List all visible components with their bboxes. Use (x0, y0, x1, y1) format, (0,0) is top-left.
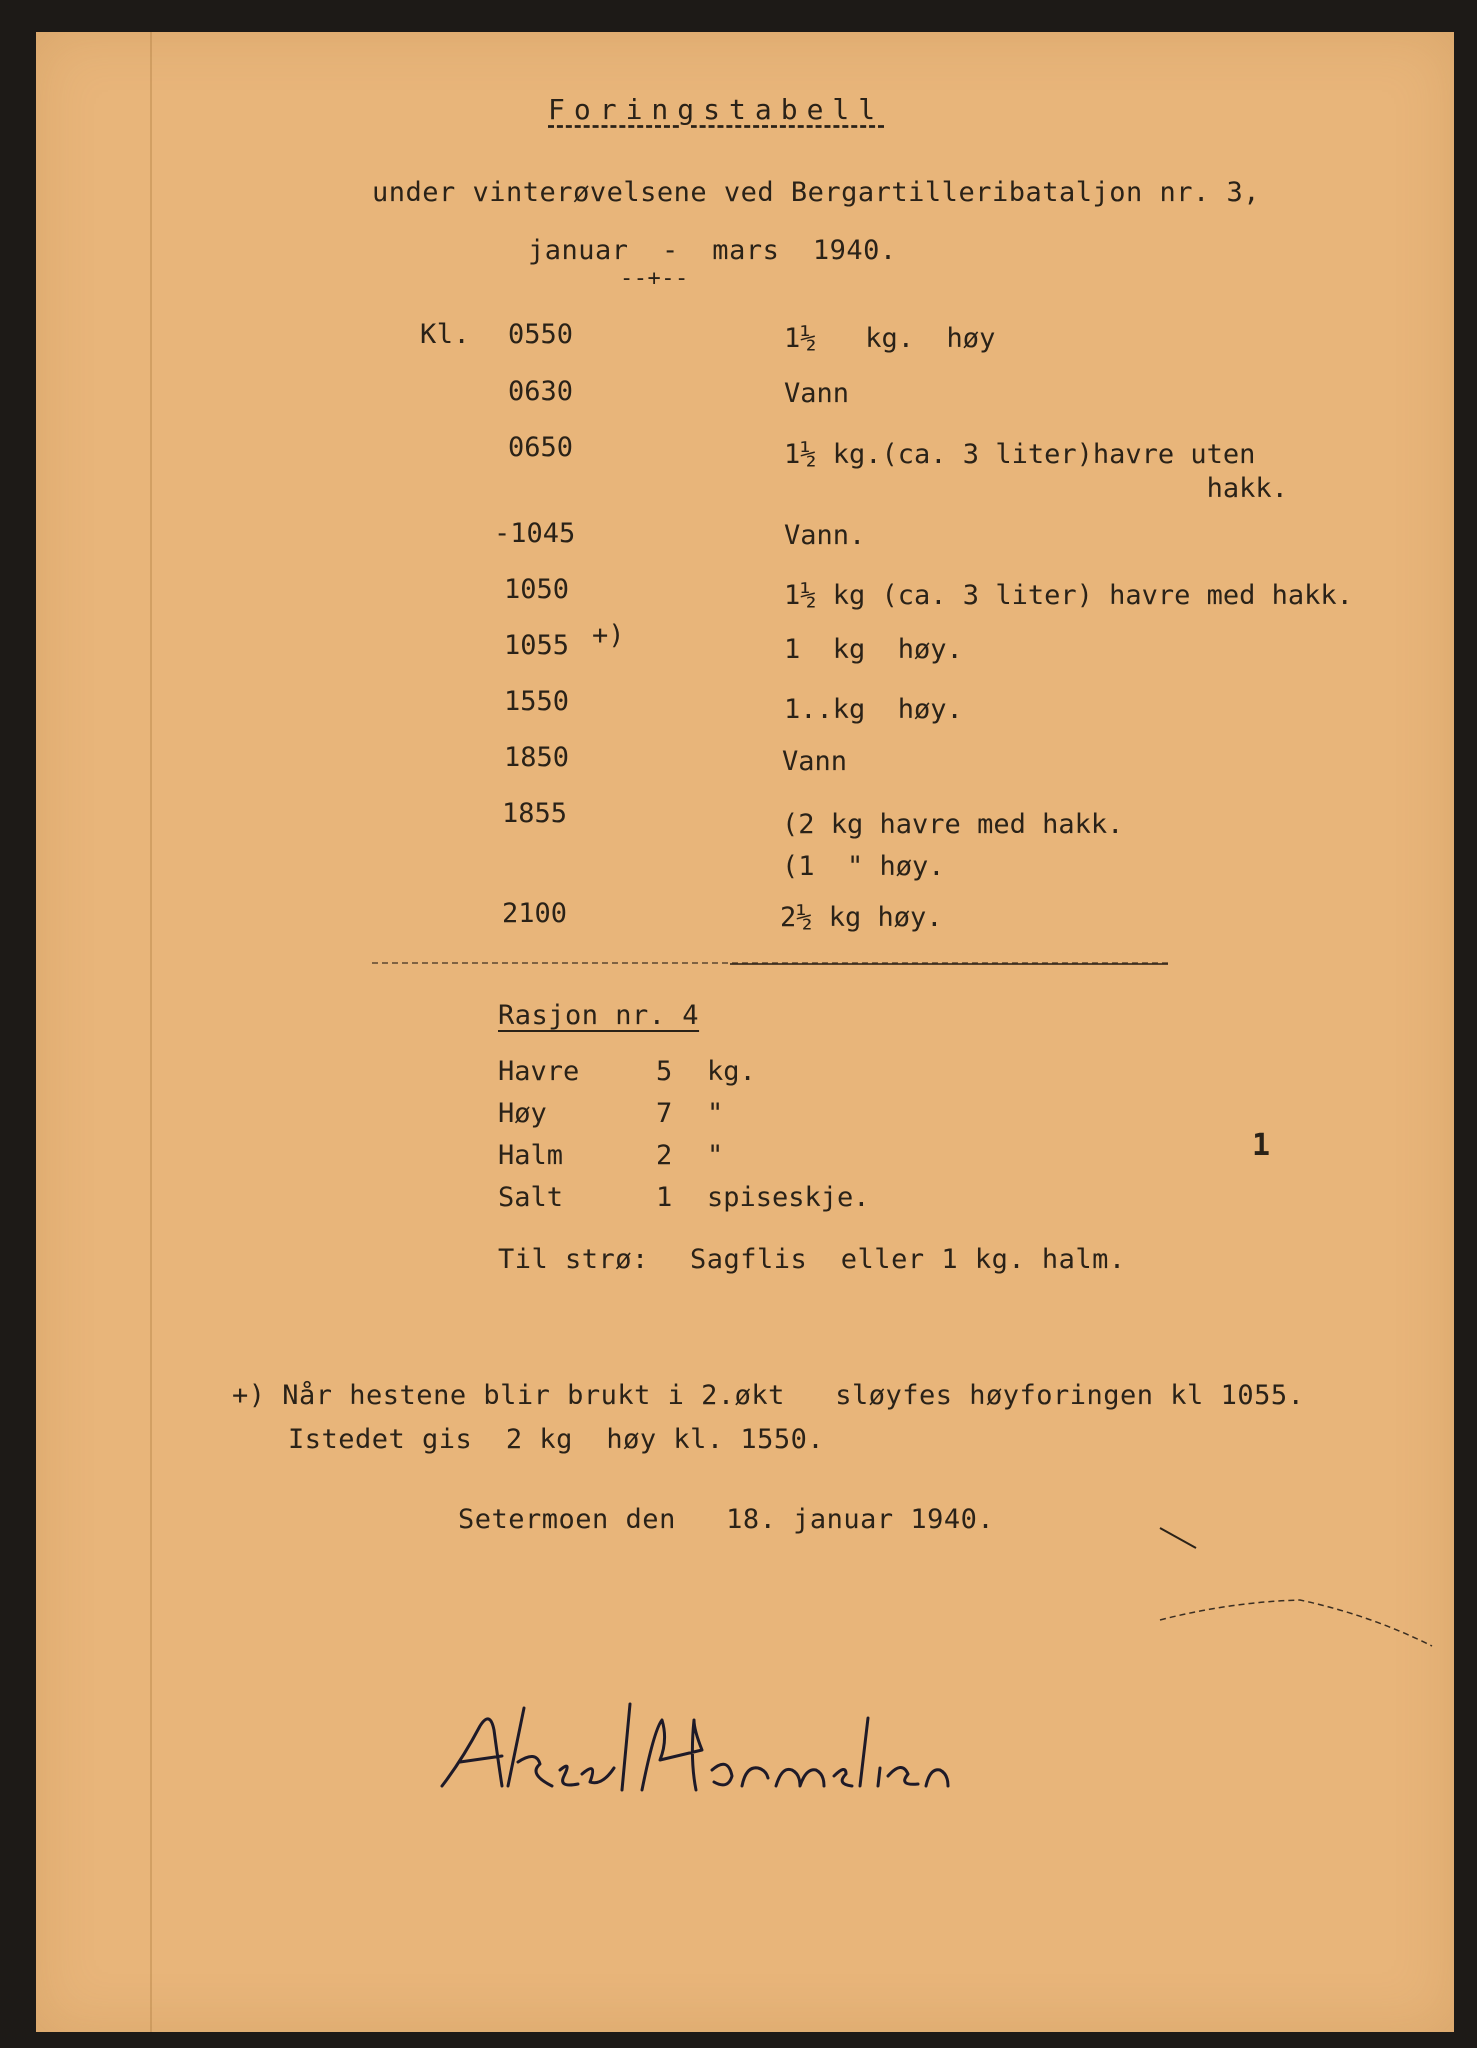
signature (432, 1690, 952, 1830)
strew-label: Til strø: (498, 1244, 649, 1275)
feeding-time: 1055 (504, 630, 570, 661)
footnote-marker: +) (592, 620, 625, 651)
feeding-time: 0630 (508, 376, 574, 407)
feeding-desc: 2½ kg høy. (780, 902, 943, 933)
ration-item-unit: " (707, 1098, 724, 1129)
feeding-desc: 1..kg høy. (784, 694, 963, 725)
ration-item-name: Halm (498, 1140, 564, 1171)
feeding-time: 1050 (504, 574, 570, 605)
ration-title: Rasjon nr. 4 (498, 1000, 700, 1031)
feeding-desc: 1 kg høy. (784, 634, 963, 665)
ration-item-unit: kg. (707, 1056, 756, 1087)
ration-item-amount: 2 (656, 1140, 673, 1171)
feeding-desc: Vann. (784, 520, 866, 551)
feeding-desc: Vann (782, 746, 848, 777)
feeding-time: 1850 (504, 742, 570, 773)
footnote-line1: +) Når hestene blir brukt i 2.økt sløyfes høyforingen kl 1055. (232, 1380, 1305, 1411)
ration-item-amount: 1 (656, 1182, 673, 1213)
ration-item-unit: spiseskje. (707, 1182, 870, 1213)
feeding-desc: (2 kg havre med hakk. (1 " høy. (782, 809, 1124, 882)
feeding-time: -1045 (494, 518, 576, 549)
ration-item-name: Havre (498, 1056, 580, 1087)
section-divider-solid (730, 963, 1168, 965)
ration-item-name: Salt (498, 1182, 564, 1213)
page-number: 1 (1252, 1128, 1271, 1163)
feeding-desc: Vann (784, 378, 850, 409)
kl-label: Kl. (420, 319, 471, 350)
feeding-desc: 1½ kg. høy (784, 323, 996, 354)
feeding-desc: 1½ kg (ca. 3 liter) havre med hakk. (784, 580, 1353, 611)
document-subtitle-line1: under vinterøvelsene ved Bergartilleribataljon nr. 3, (372, 177, 1261, 208)
ration-item-unit: " (707, 1140, 724, 1171)
paper-fold-line (150, 32, 152, 2032)
feeding-time: 2100 (502, 898, 568, 929)
feeding-time: 1855 (502, 798, 568, 829)
document-title: Foringstabell (548, 93, 885, 126)
feeding-time: 1550 (504, 686, 570, 717)
ration-item-amount: 5 (656, 1056, 673, 1087)
title-separator: --+-- (620, 266, 689, 291)
feeding-time: 0550 (508, 319, 574, 350)
ration-item-amount: 7 (656, 1098, 673, 1129)
feeding-desc: 1½ kg.(ca. 3 liter)havre uten hakk. (784, 439, 1288, 504)
pen-mark (1150, 1510, 1450, 1650)
feeding-time: 0650 (508, 432, 574, 463)
ration-item-name: Høy (498, 1098, 547, 1129)
place-date: Setermoen den 18. januar 1940. (458, 1504, 995, 1535)
document-subtitle-line2: januar - mars 1940. (528, 235, 897, 266)
footnote-line2: Istedet gis 2 kg høy kl. 1550. (288, 1424, 825, 1455)
strew-value: Sagflis eller 1 kg. halm. (690, 1244, 1126, 1275)
